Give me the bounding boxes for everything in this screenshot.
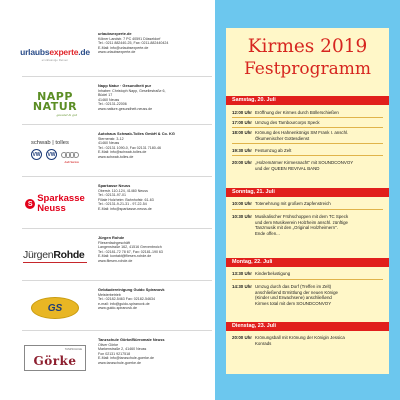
day-header-sonntag: Sonntag, 21. Juli [226, 188, 389, 197]
logo-text-second: Neuss [37, 203, 66, 214]
logo-text-main: Jürgen [23, 248, 54, 261]
sponsor-email[interactable]: E-Mail: kontakt@fliesen-rohde.de [98, 254, 152, 259]
desc-line: „Holzemärmer Kirmesnacht" mit SOUNDCONVOY [255, 160, 354, 165]
sponsor-phone: Tel.: 02131-97-01 [98, 193, 126, 198]
item-desc [255, 335, 383, 346]
row-divider [232, 143, 383, 144]
desc-line: und der QUEEN REVIVAL BAND [255, 165, 320, 171]
divider [22, 280, 212, 281]
desc-line: Ökumenischer Gottesdienst [255, 135, 310, 141]
sparkasse-icon [25, 199, 35, 209]
sponsor-name: Tanzschule Görke/Bürromale Neuss [98, 338, 165, 342]
sponsor-phone: Tel.: 02181-72 78 67, Fax: 02181-190 63 [98, 249, 163, 254]
item-desc [255, 214, 383, 236]
desc-line: Musikalischer Frühschoppen mit dem TC Speck [255, 214, 349, 219]
vw-text: VW [47, 151, 56, 158]
sponsor-type: Fliesenfachgeschäft [98, 240, 130, 245]
sponsor-address: Oberstr. 110-124, 41460 Neuss [98, 188, 148, 193]
schwab-tolles-logo [22, 134, 88, 170]
divider [22, 124, 212, 125]
sponsor-name: Napp Natur · Gesundheit pur [98, 84, 152, 88]
sponsor-address: Büdel 17 [98, 93, 113, 98]
day-header-samstag: Samstag, 20. Juli [226, 96, 389, 105]
item-time: 10:00 Uhr [232, 201, 253, 206]
sponsor-info [98, 84, 213, 112]
napp-natur-logo [22, 86, 88, 122]
audi-rings-icon [61, 152, 79, 158]
item-time: 12:00 Uhr [232, 110, 253, 115]
sponsor-name: Jürgen Rohde [98, 236, 125, 240]
sponsor-phone: Tel.: 02182-5463 Fax: 02182-54634 [98, 297, 155, 302]
sponsor-owner: Inhaber: Christoph Napp, Gesellestraße 6, [98, 88, 166, 93]
sponsor-address: Kölner Landstr. 7 PC 40591 Düsseldorf [98, 36, 161, 41]
desc-line: Ende offen... [255, 230, 280, 236]
row-divider [232, 279, 383, 280]
sponsor-info [98, 132, 213, 160]
desc-line: Konrads [255, 340, 272, 346]
item-time: 17:00 Uhr [232, 120, 253, 125]
urlaubsexperte-logo [22, 34, 88, 70]
sponsor-name: Gebäudereinigung Guido Spiranovk [98, 288, 165, 292]
logo-text-second: NATUR [32, 99, 78, 113]
logo-text-top: TANZSCHULE [64, 348, 82, 351]
sponsor-phone: Tel.: 02131-22006 [98, 102, 127, 107]
item-desc [255, 160, 383, 171]
sponsor-phone: Fon 02131 9217518 [98, 351, 131, 356]
sponsor-website[interactable]: www.urlaubsexperte.de [98, 50, 136, 55]
item-time: 20:00 Uhr [232, 335, 253, 340]
logo-text-accent: experte [49, 47, 79, 57]
sponsor-address: Markenstraße 2, 41460 Neuss [98, 347, 147, 352]
logo-text-main: schwab | tolles [31, 140, 69, 146]
desc-line: und dem Musikverein Holzheim anschl. zünftige [255, 219, 348, 225]
sponsor-email[interactable]: E-Mail: info@sparkasse-neuss.de [98, 206, 152, 211]
divider [22, 228, 212, 229]
item-desc [255, 110, 383, 116]
program-card [226, 28, 389, 374]
item-desc [255, 130, 383, 141]
desc-line: Umzug durch das Dorf (Treffen im Zelt) [255, 284, 332, 289]
logo-tagline: erstklassige Reisen [41, 59, 69, 62]
item-time: 10:30 Uhr [232, 214, 253, 219]
sponsor-website[interactable]: www.schwab-tolles.de [98, 154, 134, 159]
logo-text-main: urlaubs [20, 47, 50, 57]
row-divider [232, 127, 383, 128]
sponsor-gs-gebaeudereinigung [0, 284, 215, 330]
logo-text-main: NAPP [37, 89, 73, 103]
sponsor-owner: Oliver Görke [98, 342, 119, 347]
day-header-dienstag: Dienstag, 23. Juli [226, 322, 389, 331]
logo-text-main: Görke [33, 354, 77, 368]
sponsor-website[interactable]: www.fliesen-rohde.de [98, 258, 133, 263]
sponsor-branch: Filiale Holzheim: Bahnhofstr. 61-63 [98, 197, 154, 202]
sponsor-juergen-rohde [0, 232, 215, 278]
item-time: 13:30 Uhr [232, 271, 253, 276]
sponsor-info [98, 288, 213, 311]
sparkasse-icon-letter: S [27, 200, 33, 208]
item-desc [255, 271, 383, 277]
juergen-rohde-logo [22, 238, 88, 274]
desc-line: Totenehrung mit großem Zapfenstreich [255, 201, 331, 206]
gs-logo-text: GS [47, 302, 63, 314]
day-header-montag: Montag, 22. Juli [226, 258, 389, 267]
sponsor-urlaubsexperte [0, 28, 215, 74]
desc-line: Festumzug ab Zelt [255, 148, 292, 153]
desc-line: Kirmes total mit dem SOUNDCONVOY [255, 300, 332, 306]
sponsor-address: Sternenstr. 3-12 [98, 136, 124, 141]
sponsor-address: Langenstraße 162, 41516 Grevenbroich [98, 245, 162, 250]
goerke-logo [22, 340, 88, 376]
sponsor-city: 41460 Neuss [98, 97, 120, 102]
vw-text: VW [32, 151, 41, 158]
program-title: Kirmes 2019 [247, 36, 368, 57]
divider [22, 176, 212, 177]
item-desc [255, 120, 383, 126]
sponsor-schwab-tolles [0, 128, 215, 174]
row-divider [232, 155, 383, 156]
item-time: 14:30 Uhr [232, 284, 253, 289]
item-desc [255, 201, 383, 207]
vw-icon [31, 149, 42, 160]
sponsor-city: 41460 Neuss [98, 141, 120, 146]
sponsor-napp-natur [0, 80, 215, 126]
item-time: 20:00 Uhr [232, 160, 253, 165]
divider [22, 76, 212, 77]
sponsor-info [98, 184, 213, 212]
logo-text-main: Sparkasse [37, 193, 85, 204]
sponsor-email[interactable]: E-Mail: info@urlaubsexperte.de [98, 45, 149, 50]
audi-service-label: Audi Service [64, 161, 79, 164]
desc-line: anschließend Ermittlung der neuen Könige [255, 289, 338, 295]
sponsor-tanzschule-goerke [0, 334, 215, 380]
sponsor-info [98, 236, 213, 264]
sponsor-website[interactable]: www.guido-spiranovk.de [98, 306, 137, 311]
sponsor-name: Autohaus Schwab-Tolles GmbH & Co. KG [98, 132, 175, 136]
desc-line: Eröffnung der Kirmes durch Böllerschießen [255, 110, 339, 115]
item-desc [255, 284, 383, 306]
desc-line: Krönungsball mit Krönung der Königin Jessica [255, 335, 345, 340]
sponsor-sparkasse [0, 180, 215, 226]
sponsor-phone: Tel.: 0211 882440-25, Fax: 0211-882440424 [98, 41, 169, 46]
logo-tagline: gesund & gut [56, 112, 78, 117]
sponsor-branch-phone: Tel.: 02131-9-21-31 - 97-22-54 [98, 202, 147, 207]
logo-text-suffix: .de [78, 47, 90, 57]
gs-logo [22, 290, 88, 326]
logo-underline [23, 262, 87, 264]
sponsor-website[interactable]: www.natiure-gesundheit-neuss.de [98, 106, 153, 111]
desc-line: (Kinder und Erwachsene) anschließend [255, 295, 332, 301]
divider [22, 330, 212, 331]
item-time: 19:30 Uhr [232, 148, 253, 153]
program-column [215, 0, 400, 400]
sponsor-info [98, 32, 213, 55]
sponsor-website[interactable]: www.tanzschule-goerke.de [98, 360, 141, 365]
desc-line: Tanzmusik mit den „Original Holzheimern". [255, 225, 338, 231]
desc-line: Umzug des Tambourcorps Speck [255, 120, 320, 125]
desc-line: Kinderbelustigung [255, 271, 291, 276]
row-divider [232, 209, 383, 210]
vw-nutzfahrzeuge-icon [46, 149, 57, 160]
item-time: 18:00 Uhr [232, 130, 253, 135]
logo-text-bold: Rohde [53, 248, 85, 261]
row-divider [232, 117, 383, 118]
program-subtitle: Festprogramm [243, 59, 372, 79]
sparkasse-logo [22, 186, 88, 222]
sponsor-info [98, 338, 213, 366]
desc-line: Krönung des Hahnenkönigs SM Frank I. anschl. [255, 130, 349, 135]
sponsor-phone: Tel.: 02131 1090-0, Fax 02131 7180-46 [98, 145, 161, 150]
sponsor-name: urlaubsexperte.de [98, 32, 132, 36]
item-desc [255, 148, 383, 154]
sponsor-name: Sparkasse Neuss [98, 184, 131, 188]
sponsor-email[interactable]: E-Mail: info@tanzschule-goerke.de [98, 356, 154, 361]
sponsor-type: Meisterbetrieb [98, 292, 121, 297]
sponsor-email[interactable]: E-Mail: info@schwab-tolles.de [98, 150, 147, 155]
sponsor-email[interactable]: e-mail: info@guido-spiranovk.de [98, 301, 150, 306]
